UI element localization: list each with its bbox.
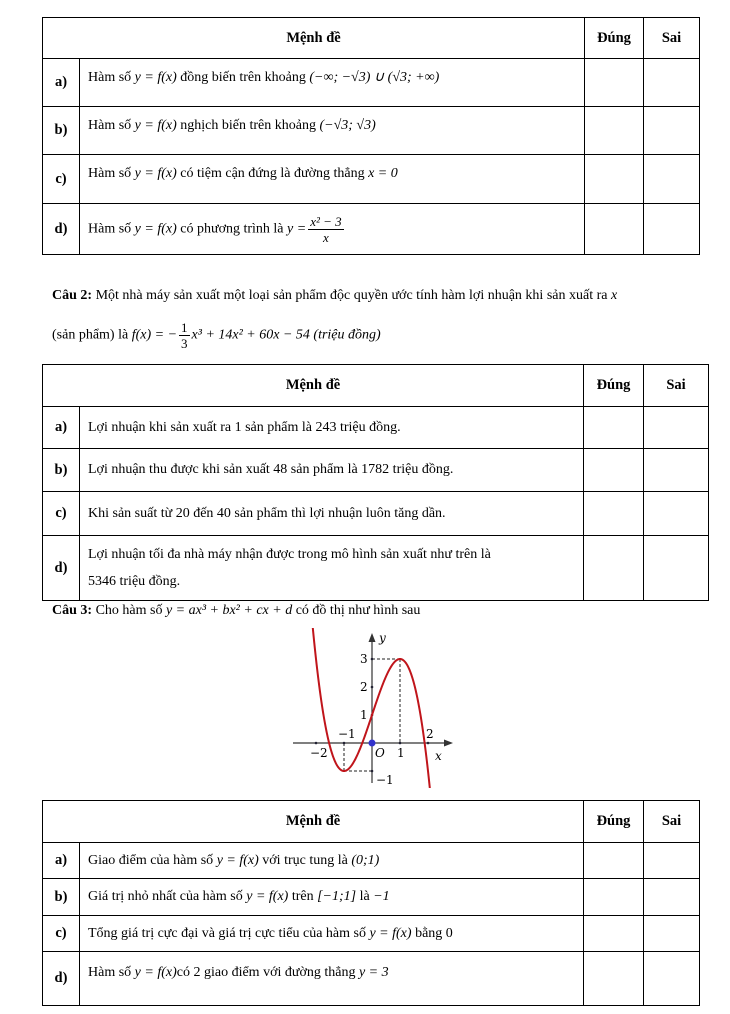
y-tick-label: 1 (360, 708, 368, 722)
statement-text: Lợi nhuận khi sản xuất ra 1 sản phẩm là 243 triệu đồng. (80, 407, 584, 449)
true-checkbox-cell[interactable] (584, 536, 644, 601)
origin-point (369, 740, 376, 747)
false-checkbox-cell[interactable] (644, 407, 709, 449)
unit: (triệu đồng) (313, 327, 381, 343)
y-tick-label: 3 (360, 652, 368, 666)
statement-text: Hàm số y = f(x) có tiệm cận đứng là đường thẳng x = 0 (80, 155, 585, 204)
header-statement: Mệnh đề (43, 365, 584, 407)
header-statement: Mệnh đề (43, 801, 584, 843)
func-math: y = f(x) (246, 889, 289, 904)
false-checkbox-cell[interactable] (644, 879, 700, 916)
y-tick (371, 658, 374, 661)
row-label: a) (43, 407, 80, 449)
function-curve (310, 628, 432, 788)
true-checkbox-cell[interactable] (584, 952, 644, 1006)
statement-text: Khi sản suất từ 20 đến 40 sản phẩm thì lợi nhuận luôn tăng dần. (80, 492, 584, 536)
x-tick-label: −1 (338, 727, 356, 741)
true-checkbox-cell[interactable] (585, 107, 644, 155)
equation-math: x = 0 (368, 166, 398, 181)
question2-table (42, 364, 709, 601)
y-axis-arrow-icon (369, 633, 376, 642)
fraction: $\frac{\text{x² − 3}}{x}$ (310, 213, 342, 245)
question3-table (42, 800, 700, 1006)
func-math: y = f(x) (134, 221, 177, 237)
question1-table (42, 17, 700, 255)
false-checkbox-cell[interactable] (644, 916, 700, 952)
header-false: Sai (644, 365, 709, 407)
question3-title: Câu 3: (52, 603, 93, 618)
statement-text: Lợi nhuận thu được khi sản xuất 48 sản phẩm là 1782 triệu đồng. (80, 449, 584, 492)
true-checkbox-cell[interactable] (584, 492, 644, 536)
row-label: b) (43, 879, 80, 916)
true-checkbox-cell[interactable] (584, 449, 644, 492)
table-row (43, 536, 709, 601)
row-label: a) (43, 843, 80, 879)
false-checkbox-cell[interactable] (644, 843, 700, 879)
table-row (43, 59, 700, 107)
cubic-formula: y = ax³ + bx² + cx + d (165, 603, 293, 618)
table-row (43, 107, 700, 155)
false-checkbox-cell[interactable] (644, 107, 700, 155)
func-math: y = f(x) (369, 925, 412, 941)
func-math: y = f(x) (134, 70, 177, 85)
y-tick-label: 2 (360, 680, 368, 694)
header-true: Đúng (584, 801, 644, 843)
header-statement: Mệnh đề (43, 18, 585, 59)
row-label: b) (43, 107, 80, 155)
header-true: Đúng (585, 18, 644, 59)
true-checkbox-cell[interactable] (584, 879, 644, 916)
table-row (43, 407, 709, 449)
header-true: Đúng (584, 365, 644, 407)
statement-text: Giao điểm của hàm số y = f(x) với trục tung là (0;1) (80, 843, 584, 879)
x-tick (315, 742, 318, 745)
true-checkbox-cell[interactable] (584, 916, 644, 952)
statement-text: Tổng giá trị cực đại và giá trị cực tiểu của hàm số y = f(x) bằng 0 (80, 916, 584, 952)
x-tick-label: 1 (397, 746, 405, 760)
statement-text: Hàm số y = f(x) đồng biến trên khoảng (−∞; −√3) ∪ (√3; +∞) (80, 59, 585, 107)
table-row (43, 843, 700, 879)
origin-label: O (375, 746, 385, 760)
fraction: $\frac{1}{3}$ (181, 320, 188, 351)
row-label: c) (43, 155, 80, 204)
row-label: a) (43, 59, 80, 107)
false-checkbox-cell[interactable] (644, 536, 709, 601)
x-tick-label: −2 (310, 746, 328, 760)
function-graph (285, 628, 460, 788)
x-axis-arrow-icon (444, 740, 453, 747)
equation-math: y = 3 (358, 965, 389, 980)
statement-text: Hàm số y = f(x) có phương trình là y = $\frac{\text{x² − 3}}{x}$ (80, 204, 585, 255)
row-label: d) (43, 204, 80, 255)
row-label: d) (43, 536, 80, 601)
table-row (43, 952, 700, 1006)
true-checkbox-cell[interactable] (585, 59, 644, 107)
func-math: y = f(x) (134, 118, 177, 133)
false-checkbox-cell[interactable] (644, 449, 709, 492)
func-math: y = f(x) (134, 166, 177, 181)
y-axis-label: y (379, 631, 386, 645)
interval-math: [−1;1] (317, 889, 357, 904)
point-math: (0;1) (351, 852, 380, 868)
table-row (43, 155, 700, 204)
question2-formula-line: (sản phẩm) là f(x) = − $\frac{1}{3}$ x³ + 14x² + 60x − 54 (triệu đồng) (52, 320, 381, 351)
table-row (43, 916, 700, 952)
table-row (43, 204, 700, 255)
false-checkbox-cell[interactable] (644, 492, 709, 536)
profit-formula: x³ + 14x² + 60x − 54 (191, 327, 310, 343)
question2-intro: Câu 2: Một nhà máy sản xuất một loại sản phẩm độc quyền ước tính hàm lợi nhuận khi sản xuất ra x (52, 288, 618, 303)
y-tick (371, 686, 374, 689)
y-tick-label: −1 (376, 773, 394, 787)
statement-text: Lợi nhuận tối đa nhà máy nhận được trong mô hình sản xuất như trên là 5346 triệu đồng. (80, 536, 584, 601)
x-tick-label: 2 (426, 727, 434, 741)
x-tick (343, 742, 346, 745)
false-checkbox-cell[interactable] (644, 952, 700, 1006)
true-checkbox-cell[interactable] (585, 204, 644, 255)
row-label: b) (43, 449, 80, 492)
func-math: y = f(x) (216, 852, 259, 868)
true-checkbox-cell[interactable] (585, 155, 644, 204)
false-checkbox-cell[interactable] (644, 59, 700, 107)
x-tick (399, 742, 402, 745)
false-checkbox-cell[interactable] (644, 155, 700, 204)
statement-text: Giá trị nhỏ nhất của hàm số y = f(x) trên [−1;1] là −1 (80, 879, 584, 916)
x-tick (427, 742, 430, 745)
row-label: c) (43, 492, 80, 536)
table-row (43, 492, 709, 536)
question3-intro: Câu 3: Cho hàm số y = ax³ + bx² + cx + d có đồ thị như hình sau (52, 603, 421, 618)
table-row (43, 449, 709, 492)
x-axis-label: x (435, 749, 442, 763)
true-checkbox-cell[interactable] (584, 843, 644, 879)
false-checkbox-cell[interactable] (644, 204, 700, 255)
statement-text: Hàm số y = f(x)có 2 giao điểm với đường thẳng y = 3 (80, 952, 584, 1006)
row-label: d) (43, 952, 80, 1006)
interval-math: (−∞; −√3) ∪ (√3; +∞) (309, 70, 440, 85)
row-label: c) (43, 916, 80, 952)
table-row (43, 879, 700, 916)
interval-math: (−√3; √3) (319, 118, 376, 133)
header-false: Sai (644, 801, 700, 843)
y-tick (371, 770, 374, 773)
header-false: Sai (644, 18, 700, 59)
true-checkbox-cell[interactable] (584, 407, 644, 449)
question2-title: Câu 2: (52, 288, 93, 303)
statement-text: Hàm số y = f(x) nghịch biến trên khoảng (−√3; √3) (80, 107, 585, 155)
func-math: y = f(x) (134, 965, 177, 980)
